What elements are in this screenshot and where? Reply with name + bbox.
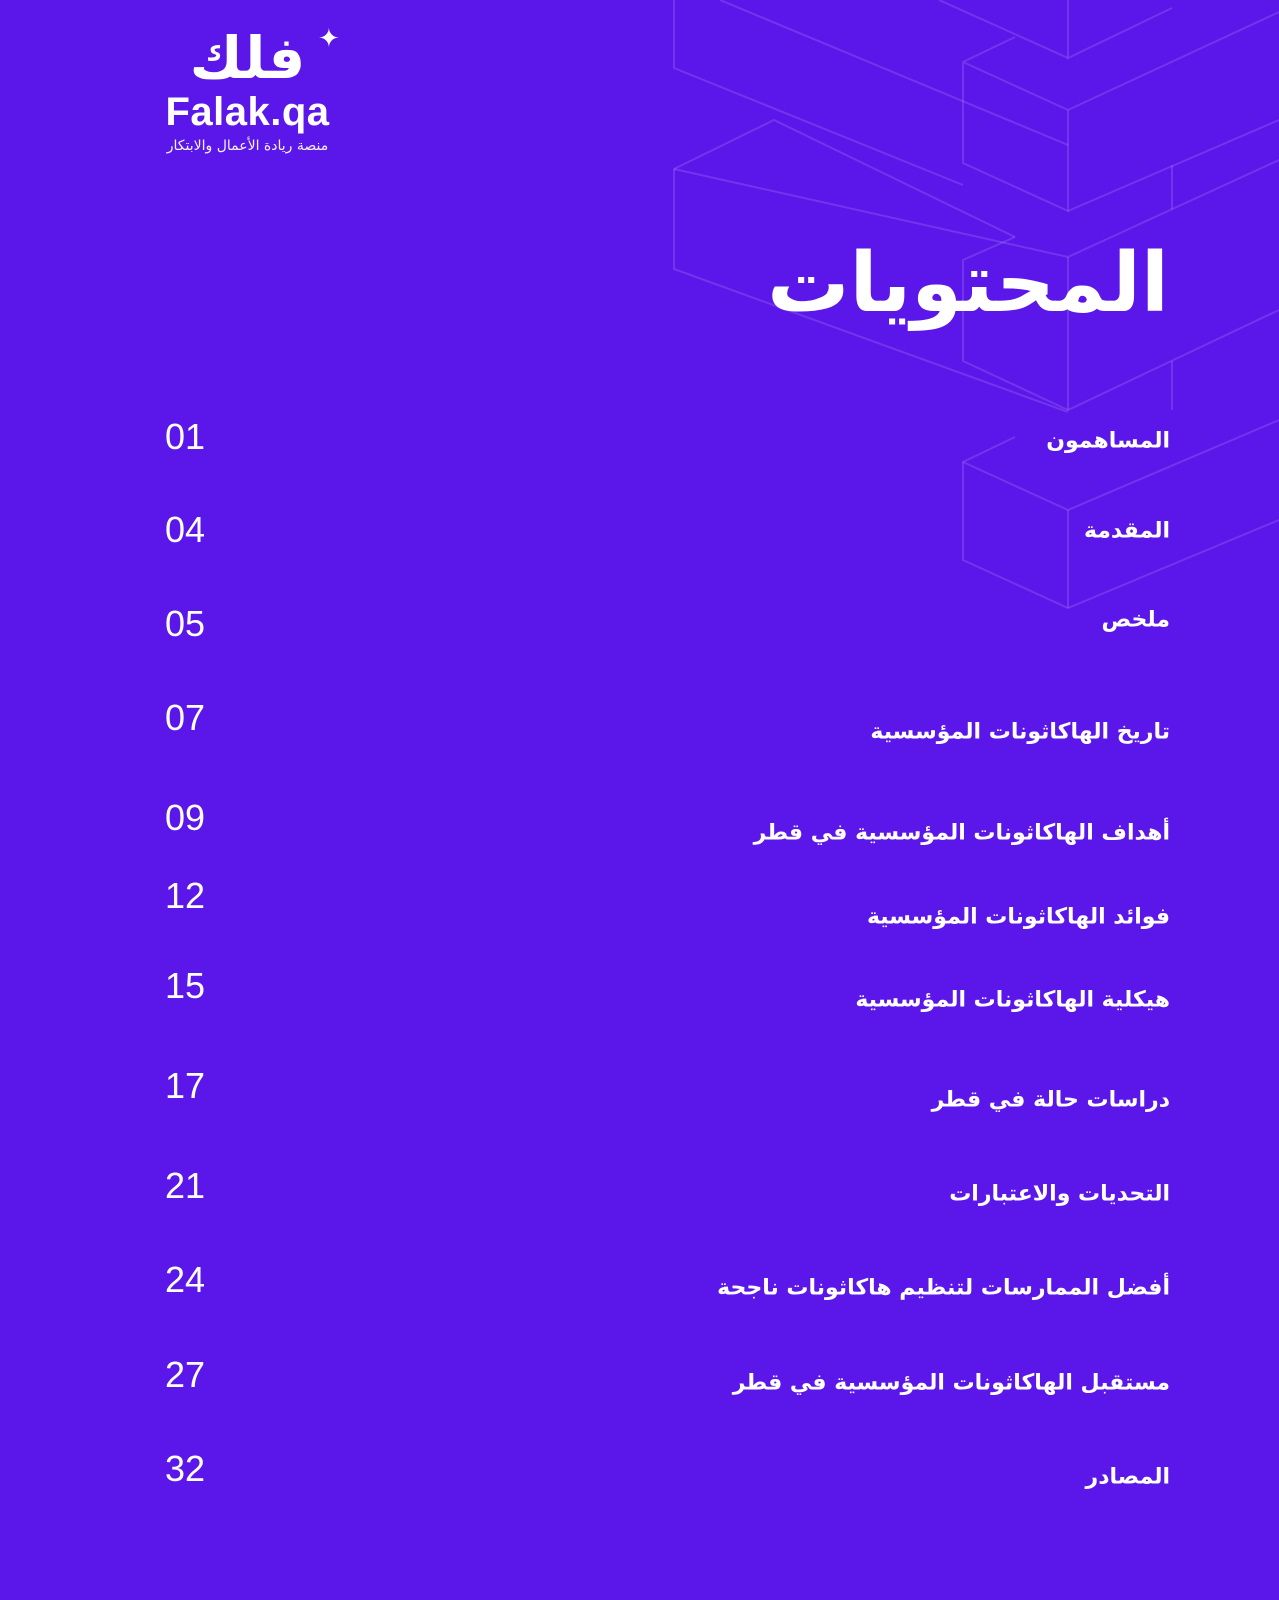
toc-item-page[interactable]: 01 (165, 416, 206, 457)
logo-tagline: منصة ريادة الأعمال والابتكار (166, 138, 329, 154)
toc-item-label[interactable]: المساهمون (1046, 428, 1170, 454)
toc-item-label[interactable]: المصادر (1085, 1464, 1170, 1490)
toc-item-page[interactable]: 07 (165, 697, 206, 738)
toc-item-label[interactable]: التحديات والاعتبارات (949, 1181, 1170, 1207)
toc-item-page[interactable]: 17 (165, 1065, 206, 1106)
toc-item-page[interactable]: 27 (165, 1354, 206, 1395)
toc-item-label[interactable]: فوائد الهاكاثونات المؤسسية (866, 904, 1170, 930)
toc-item-page[interactable]: 12 (165, 875, 206, 916)
logo-english: Falak.qa (165, 90, 330, 134)
logo-arabic: فلك (189, 24, 306, 92)
toc-item-label[interactable]: ملخص (1101, 607, 1170, 633)
toc-item-page[interactable]: 21 (165, 1165, 206, 1206)
toc-item-label[interactable]: أهداف الهاكاثونات المؤسسية في قطر (753, 820, 1170, 846)
toc-item-label[interactable]: هيكلية الهاكاثونات المؤسسية (855, 987, 1170, 1013)
toc-item-label[interactable]: أفضل الممارسات لتنظيم هاكاثونات ناجحة (717, 1275, 1170, 1301)
toc-item-page[interactable]: 15 (165, 965, 206, 1006)
falak-logo (150, 26, 345, 154)
toc-item-page[interactable]: 05 (165, 603, 206, 644)
toc-item-page[interactable]: 24 (165, 1259, 206, 1300)
toc-item-page[interactable]: 09 (165, 797, 206, 838)
toc-item-page[interactable]: 04 (165, 509, 206, 550)
toc-item-label[interactable]: تاريخ الهاكاثونات المؤسسية (870, 719, 1170, 745)
toc-item-label[interactable]: دراسات حالة في قطر (931, 1087, 1170, 1113)
toc-item-label[interactable]: مستقبل الهاكاثونات المؤسسية في قطر (732, 1370, 1170, 1396)
toc-item-page[interactable]: 32 (165, 1448, 206, 1489)
toc-item-label[interactable]: المقدمة (1083, 518, 1170, 544)
sparkle-star-icon: ✦ (318, 24, 340, 54)
page-title: المحتويات (767, 236, 1169, 331)
